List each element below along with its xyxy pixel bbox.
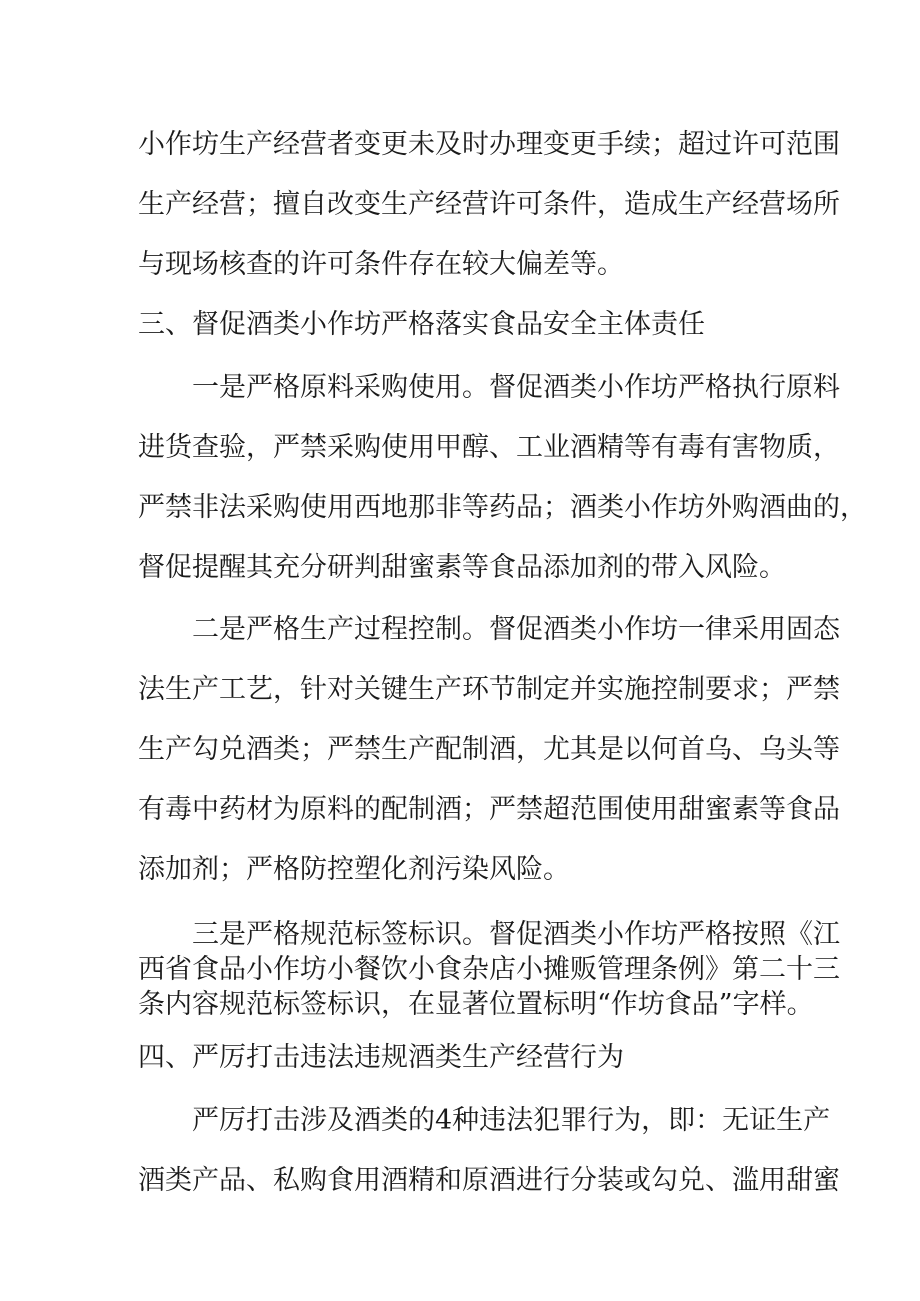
paragraph-line: 生产勾兑酒类；严禁生产配制酒，尤其是以何首乌、乌头等 xyxy=(138,734,840,765)
paragraph-line: 法生产工艺，针对关键生产环节制定并实施控制要求；严禁 xyxy=(138,674,840,705)
paragraph-line: 有毒中药材为原料的配制酒；严禁超范围使用甜蜜素等食品 xyxy=(138,794,840,825)
paragraph-line: 进货查验，严禁采购使用甲醇、工业酒精等有毒有害物质， xyxy=(138,432,840,463)
paragraph-line: 与现场核查的许可条件存在较大偏差等。 xyxy=(138,249,624,280)
paragraph-line: 西省食品小作坊小餐饮小食杂店小摊贩管理条例》第二十三 xyxy=(138,954,840,985)
paragraph-line: 严厉打击涉及酒类的4种违法犯罪行为，即：无证生产 xyxy=(192,1105,831,1136)
paragraph-line: 条内容规范标签标识，在显著位置标明“作坊食品”字样。 xyxy=(138,989,814,1020)
paragraph-line: 酒类产品、私购食用酒精和原酒进行分装或勾兑、滥用甜蜜 xyxy=(138,1165,840,1196)
paragraph-line: 添加剂；严格防控塑化剂污染风险。 xyxy=(138,854,570,885)
paragraph-line: 一是严格原料采购使用。督促酒类小作坊严格执行原料 xyxy=(192,372,840,403)
paragraph-line: 小作坊生产经营者变更未及时办理变更手续；超过许可范围 xyxy=(138,129,840,160)
paragraph-line: 严禁非法采购使用西地那非等药品；酒类小作坊外购酒曲的， xyxy=(138,492,867,523)
section-heading: 四、严厉打击违法违规酒类生产经营行为 xyxy=(138,1042,624,1073)
paragraph-line: 督促提醒其充分研判甜蜜素等食品添加剂的带入风险。 xyxy=(138,552,786,583)
section-heading: 三、督促酒类小作坊严格落实食品安全主体责任 xyxy=(138,309,705,340)
paragraph-line: 生产经营；擅自改变生产经营许可条件，造成生产经营场所 xyxy=(138,189,840,220)
paragraph-line: 三是严格规范标签标识。督促酒类小作坊严格按照《江 xyxy=(192,919,840,950)
paragraph-line: 二是严格生产过程控制。督促酒类小作坊一律采用固态 xyxy=(192,614,840,645)
